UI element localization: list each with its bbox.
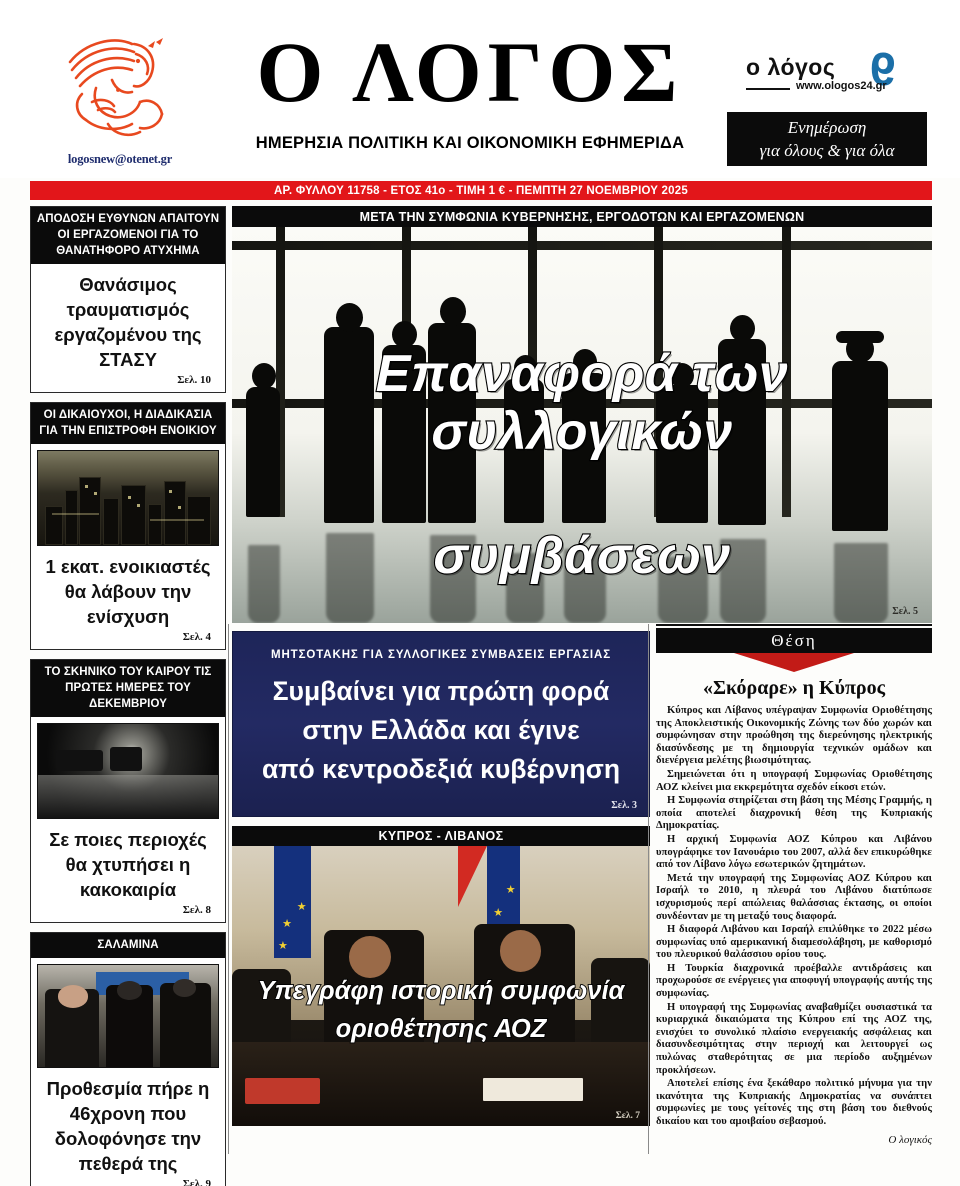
brand-slogan-box (727, 112, 927, 166)
teaser-headline: Προθεσμία πήρε η 46χρονη που δολοφόνησε την πεθερά της (46, 1078, 210, 1174)
two-faces-dove-logo-icon (52, 28, 182, 148)
hero-kicker-bar (232, 206, 932, 227)
bluebox-line-2: στην Ελλάδα και έγινε (302, 715, 580, 745)
teaser-body (31, 1068, 225, 1186)
cyprus-headline (232, 972, 650, 1048)
column-divider-right (648, 624, 649, 1154)
bluebox-kicker: ΜΗΤΣΟΤΑΚΗΣ ΓΙΑ ΣΥΛΛΟΓΙΚΕΣ ΣΥΜΒΑΣΕΙΣ ΕΡΓΑΣΙΑΣ (270, 649, 612, 661)
teaser-page-ref: Σελ. 10 (177, 374, 211, 386)
opinion-top-rule (656, 624, 932, 626)
arrest-scene-photo (37, 964, 219, 1068)
opinion-body (656, 705, 932, 1129)
issue-info-bar (30, 181, 932, 200)
cyprus-headline-line-2: οριοθέτησης ΑΟΖ (335, 1015, 547, 1043)
bluebox-page-ref: Σελ. 3 (611, 800, 637, 811)
teaser-kicker: ΣΑΛΑΜΙΝΑ (31, 933, 225, 958)
opinion-paragraph: Κύπρος και Λίβανος υπέγραψαν Συμφωνία Οριοθέτησης της Αποκλειστικής Οικονομικής Ζώνης των δύο χωρών και συμφώνησαν στην προώθηση της διερεύνησης ηλεκτρικής διασύνδεσης με τη δημιουργία τεχνικών ομάδων και διενέργεια μελέτης βιωσιμότητας. (656, 705, 932, 767)
hero-kicker-text: ΜΕΤΑ ΤΗΝ ΣΥΜΦΩΝΙΑ ΚΥΒΕΡΝΗΣΗΣ, ΕΡΓΟΔΟΤΩΝ ΚΑΙ ΕΡΓΑΖΟΜΕΝΩΝ (359, 209, 805, 224)
hero-headline-line-1: Επαναφορά των συλλογικών (375, 345, 789, 461)
slogan-line-2: για όλους & για όλα (759, 141, 895, 160)
opinion-section-label: Θέση (771, 630, 817, 650)
hero-page-ref: Σελ. 5 (892, 606, 918, 617)
opinion-section-bar (656, 628, 932, 653)
website-brand[interactable] (742, 43, 932, 110)
paper-title-block (215, 24, 725, 153)
bluebox-line-1: Συμβαίνει για πρώτη φορά (272, 676, 610, 706)
website-brand-glyph-icon: 9 (870, 43, 896, 95)
column-divider-left (228, 624, 229, 1154)
bluebox-headline (247, 672, 635, 789)
teaser-headline: Θανάσιμος τραυματισμός εργαζομένου της ΣΤΑΣΥ (54, 274, 202, 370)
opinion-paragraph: Η Τουρκία διαχρονικά προέβαλλε αντιδράσεις και προχωρούσε σε ενέργειες για αποφυγή υπογραφής αυτής της συμφωνίας. (656, 962, 932, 1000)
page-title: Ο ΛΟΓΟΣ (256, 24, 684, 120)
paper-subtitle: ΗΜΕΡΗΣΙΑ ΠΟΛΙΤΙΚΗ ΚΑΙ ΟΙΚΟΝΟΜΙΚΗ ΕΦΗΜΕΡΙΔΑ (255, 134, 685, 152)
teaser-headline: Σε ποιες περιοχές θα χτυπήσει η κακοκαιρία (49, 829, 207, 900)
teaser-card-rent-subsidy[interactable] (30, 402, 226, 650)
opinion-paragraph: Αποτελεί επίσης ένα ξεκάθαρο πολιτικό μήνυμα για την ικανότητα της Κυπριακής Δημοκρατίας να συνάπτει συμφωνίες με τους γείτονές της στη βάση του διεθνούς δικαίου και του αμοιβαίου σεβασμού. (656, 1078, 932, 1127)
teaser-card-salamina[interactable] (30, 932, 226, 1186)
opinion-column (656, 624, 932, 1146)
brand-rule-divider (746, 88, 790, 90)
teaser-page-ref: Σελ. 9 (182, 1178, 211, 1186)
opinion-paragraph: Η υπογραφή της Συμφωνίας αναβαθμίζει ουσιαστικά τα κυριαρχικά δικαιώματα της Κύπρου επί της ΑΟΖ της, ενισχύει το συνολικό πλαίσιο ενεργειακής ασφάλειας και διασυνδεσιμότητας στην περιοχή και λειτουργεί ως πυλώνας σταθερότητας σε μια περίοδο αυξημένων προκλήσεων. (656, 1001, 932, 1076)
opinion-paragraph: Μετά την υπογραφή της Συμφωνίας ΑΟΖ Κύπρου και Ισραήλ το 2010, η πλευρά του Λιβάνου διατύπωσε ισχυρισμούς περί απώλειας θαλάσσιας έκτασης, οι οποίοι συνδέονταν με τη μεταξύ τους διαφορά. (656, 872, 932, 922)
opinion-paragraph: Η Συμφωνία στηρίζεται στη βάση της Μέσης Γραμμής, η οποία αποτελεί διαχρονική θέση της Κυπριακής Δημοκρατίας. (656, 795, 932, 832)
opinion-headline: «Σκόραρε» η Κύπρος (702, 677, 886, 699)
opinion-triangle-ornament (656, 653, 932, 673)
opinion-signature: Ο λογικός (888, 1133, 932, 1146)
bluebox-line-3: από κεντροδεξιά κυβέρνηση (261, 754, 621, 784)
teaser-body (31, 546, 225, 649)
teaser-headline: 1 εκατ. ενοικιαστές θα λάβουν την ενίσχυση (45, 556, 211, 627)
teaser-card-stasy[interactable] (30, 206, 226, 393)
teaser-card-weather[interactable] (30, 659, 226, 923)
issue-info-text: ΑΡ. ΦΥΛΛΟΥ 11758 - ΕΤΟΣ 41ο - ΤΙΜΗ 1 € - ΠΕΜΠΤΗ 27 ΝΟΕΜΒΡΙΟΥ 2025 (274, 184, 688, 197)
teaser-page-ref: Σελ. 8 (182, 904, 211, 916)
contact-email: logosnew@otenet.gr (67, 152, 173, 166)
teaser-kicker: ΑΠΟΔΟΣΗ ΕΥΘΥΝΩΝ ΑΠΑΙΤΟΥΝ ΟΙ ΕΡΓΑΖΟΜΕΝΟΙ ΓΙΑ ΤΟ ΘΑΝΑΤΗΦΟΡΟ ΑΤΥΧΗΜΑ (31, 207, 225, 264)
website-url[interactable]: www.ologos24.gr (796, 80, 887, 92)
opinion-paragraph: Η αρχική Συμφωνία ΑΟΖ Κύπρου και Λιβάνου υπογράφηκε τον Ιανουάριο του 2007, αλλά δεν επικυρώθηκε από τον Λίβανο λόγω εσωτερικών ζητημάτων. (656, 833, 932, 871)
signing-ceremony-photo: ★ ★ ★ ★ ★ Υπεγράφη ιστορική συμφωνία οριοθέτησης ΑΟΖ Σελ. 7 (232, 846, 650, 1126)
teaser-body (31, 264, 225, 392)
teaser-page-ref: Σελ. 4 (182, 631, 211, 643)
cyprus-kicker-bar (232, 826, 650, 846)
masthead (0, 0, 960, 178)
website-brand-name: ο λόγος (746, 54, 836, 80)
office-workers-silhouettes-photo (232, 227, 932, 623)
mitsotakis-quote-box[interactable] (232, 631, 650, 817)
opinion-paragraph: Η διαφορά Λιβάνου και Ισραήλ επιλύθηκε το 2022 μέσω συμφωνίας υπό αμερικανική διαμεσολάβηση, με καθορισμό του πλευρικού θαλάσσιου ορίου τους. (656, 924, 932, 961)
red-triangle-icon (734, 653, 854, 672)
teaser-kicker: ΤΟ ΣΚΗΝΙΚΟ ΤΟΥ ΚΑΙΡΟΥ ΤΙΣ ΠΡΩΤΕΣ ΗΜΕΡΕΣ ΤΟΥ ΔΕΚΕΜΒΡΙΟΥ (31, 660, 225, 717)
teaser-kicker: ΟΙ ΔΙΚΑΙΟΥΧΟΙ, Η ΔΙΑΔΙΚΑΣΙΑ ΓΙΑ ΤΗΝ ΕΠΙΣΤΡΟΦΗ ΕΝΟΙΚΙΟΥ (31, 403, 225, 444)
cyprus-page-ref: Σελ. 7 (615, 1111, 640, 1121)
rainy-street-photo (37, 723, 219, 819)
left-teaser-column (30, 206, 226, 1186)
slogan-line-1: Ενημέρωση (787, 118, 867, 137)
city-skyline-photo (37, 450, 219, 546)
cyprus-kicker-text: ΚΥΠΡΟΣ - ΛΙΒΑΝΟΣ (378, 829, 504, 843)
hero-headline-line-2: συμβάσεων (433, 527, 731, 585)
cyprus-headline-line-1: Υπεγράφη ιστορική συμφωνία (257, 977, 625, 1005)
teaser-body (31, 819, 225, 922)
opinion-paragraph: Σημειώνεται ότι η υπογραφή Συμφωνίας Οριοθέτησης ΑΟΖ κλείνει μια εκκρεμότητα σχεδόν είκοσι ετών. (656, 768, 932, 793)
